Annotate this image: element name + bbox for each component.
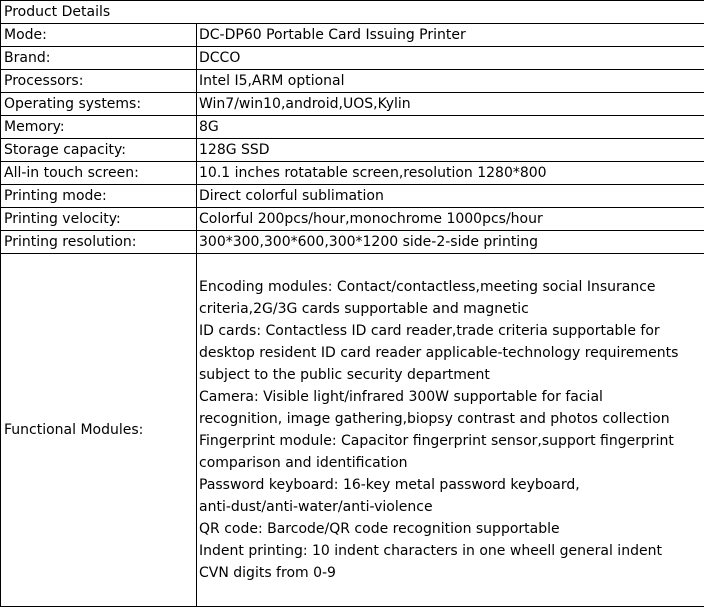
table-row xyxy=(1,116,704,139)
functional-line: Password keyboard: 16-key metal password keyboard, xyxy=(199,474,704,496)
row-label: Storage capacity: xyxy=(1,139,197,162)
table-row xyxy=(1,185,704,208)
row-value: Direct colorful sublimation xyxy=(197,185,704,208)
table-row xyxy=(1,24,704,47)
row-label: Operating systems: xyxy=(1,93,197,116)
row-value: Colorful 200pcs/hour,monochrome 1000pcs/hour xyxy=(197,208,704,231)
functional-line: recognition, image gathering,biopsy contrast and photos collection xyxy=(199,408,704,430)
row-label: Mode: xyxy=(1,24,197,47)
functional-line: Encoding modules: Contact/contactless,meeting social Insurance xyxy=(199,276,704,298)
row-label: Printing mode: xyxy=(1,185,197,208)
row-value: 300*300,300*600,300*1200 side-2-side printing xyxy=(197,231,704,254)
row-value: DCCO xyxy=(197,47,704,70)
table-row xyxy=(1,231,704,254)
functional-line: anti-dust/anti-water/anti-violence xyxy=(199,496,704,518)
functional-line: Camera: Visible light/infrared 300W supportable for facial xyxy=(199,386,704,408)
functional-line: comparison and identification xyxy=(199,452,704,474)
row-label: All-in touch screen: xyxy=(1,162,197,185)
row-value: 8G xyxy=(197,116,704,139)
blank-line xyxy=(199,584,704,606)
row-label: Processors: xyxy=(1,70,197,93)
functional-line: criteria,2G/3G cards supportable and magnetic xyxy=(199,298,704,320)
functional-modules-label: Functional Modules: xyxy=(1,254,197,607)
row-value: 10.1 inches rotatable screen,resolution 1280*800 xyxy=(197,162,704,185)
functional-line: Fingerprint module: Capacitor fingerprint sensor,support fingerprint xyxy=(199,430,704,452)
table-row xyxy=(1,93,704,116)
row-label: Brand: xyxy=(1,47,197,70)
row-value: 128G SSD xyxy=(197,139,704,162)
functional-line: ID cards: Contactless ID card reader,trade criteria supportable for xyxy=(199,320,704,342)
functional-line: Indent printing: 10 indent characters in one wheell general indent xyxy=(199,540,704,562)
row-label: Printing resolution: xyxy=(1,231,197,254)
functional-modules-value xyxy=(197,254,704,607)
blank-line xyxy=(199,254,704,276)
table-row xyxy=(1,70,704,93)
functional-line: desktop resident ID card reader applicable-technology requirements xyxy=(199,342,704,364)
table-row xyxy=(1,47,704,70)
table-row xyxy=(1,139,704,162)
row-value: Intel I5,ARM optional xyxy=(197,70,704,93)
table-row xyxy=(1,162,704,185)
row-value: Win7/win10,android,UOS,Kylin xyxy=(197,93,704,116)
table-row xyxy=(1,208,704,231)
functional-line: QR code: Barcode/QR code recognition supportable xyxy=(199,518,704,540)
row-label: Printing velocity: xyxy=(1,208,197,231)
functional-line: subject to the public security department xyxy=(199,364,704,386)
row-value: DC-DP60 Portable Card Issuing Printer xyxy=(197,24,704,47)
table-title: Product Details xyxy=(1,1,704,24)
functional-line: CVN digits from 0-9 xyxy=(199,562,704,584)
table-row-functional-modules xyxy=(1,254,704,607)
row-label: Memory: xyxy=(1,116,197,139)
